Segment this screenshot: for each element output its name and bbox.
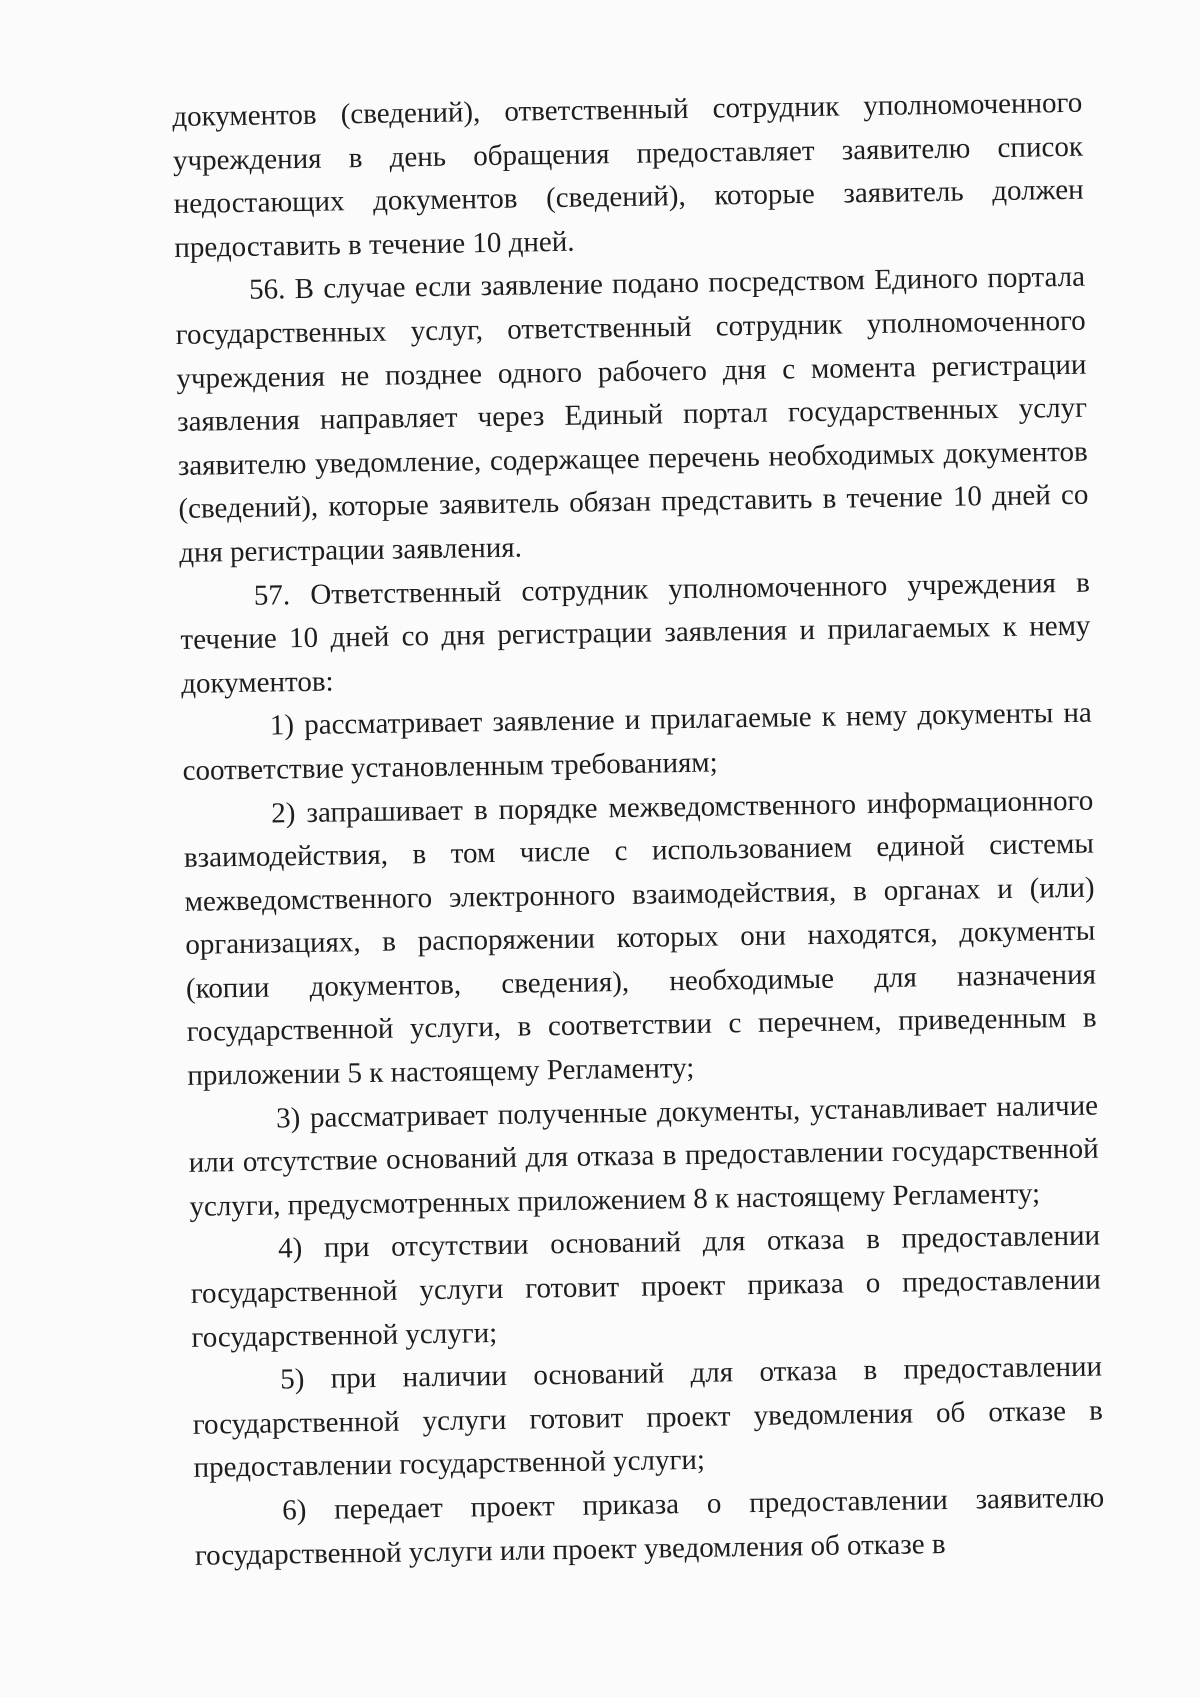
- paragraph-57: 57. Ответственный сотрудник уполномоченного учреждения в течение 10 дней со дня регистрации заявления и прилагаемых к нему документов:: [180, 566, 1091, 700]
- document-body: [172, 82, 1105, 1578]
- list-item-3: 3) рассматривает полученные документы, устанавливает наличие или отсутствие оснований для отказа в предоставлении государственной услуги, предусмотренных приложением 8 к настоящему Регламенту;: [188, 1089, 1099, 1223]
- paragraph-56: 56. В случае если заявление подано посредством Единого портала государственных услуг, ответственный сотрудник уполномоченного учреждения не позднее одного рабочего дня с момента регистрации заявления направляет через Единый портал государственных услуг заявителю уведомление, содержащее перечень необходимых документов (сведений), которые заявитель обязан представить в течение 10 дней со дня регистрации заявления.: [175, 261, 1089, 569]
- list-item-4: 4) при отсутствии оснований для отказа в предоставлении государственной услуги готовит проект приказа о предоставлении государственной услуги;: [190, 1220, 1101, 1354]
- list-item-2: 2) запрашивает в порядке межведомственного информационного взаимодействия, в том числе с использованием единой системы межведомственного электронного взаимодействия, в органах и (или) организациях, в распоряжении которых они находятся, документы (копии документов, сведения), необходимые для назначения государственной услуги, в соответствии с перечнем, приведенным в приложении 5 к настоящему Регламенту;: [183, 784, 1097, 1092]
- list-item-1: 1) рассматривает заявление и прилагаемые к нему документы на соответствие установленным требованиям;: [182, 696, 1093, 787]
- paragraph-continuation: документов (сведений), ответственный сотрудник уполномоченного учреждения в день обращения предоставляет заявителю список недостающих документов (сведений), которые заявитель должен предоставить в течение 10 дней.: [172, 86, 1084, 264]
- list-item-6: 6) передает проект приказа о предоставлении заявителю государственной услуги или проект уведомления об отказе в: [194, 1481, 1105, 1572]
- list-item-5: 5) при наличии оснований для отказа в предоставлении государственной услуги готовит проект уведомления об отказе в предоставлении государственной услуги;: [192, 1350, 1104, 1485]
